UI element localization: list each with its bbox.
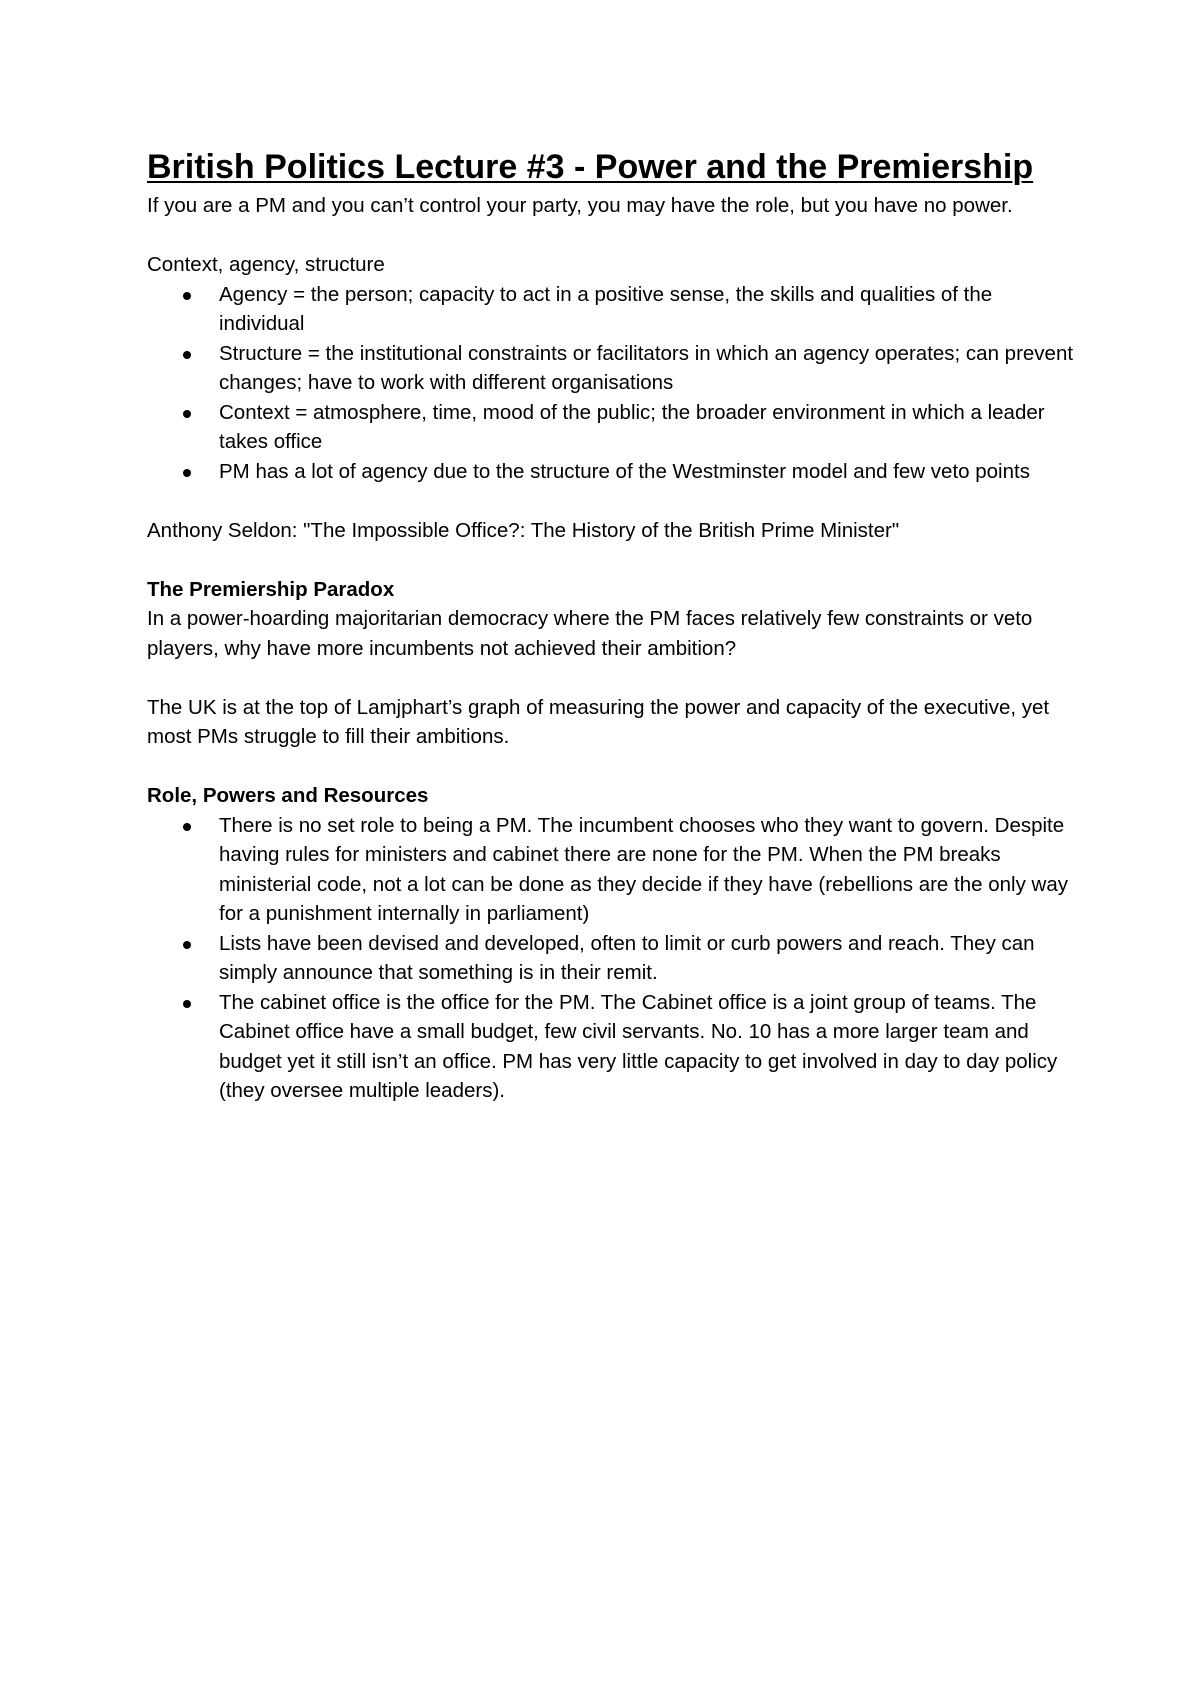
document-page [147,143,1077,1106]
spacer [147,663,1077,693]
list-item [219,988,1077,1106]
list-item-text: Agency = the person; capacity to act in a positive sense, the skills and qualities of the individual [219,282,993,335]
paradox-paragraph: In a power-hoarding majoritarian democracy where the PM faces relatively few constraints or veto players, why have more incumbents not achieved their ambition? [147,607,1033,660]
roles-bullet-list [147,811,1077,1106]
bullet-icon [183,941,191,949]
list-item-text: The cabinet office is the office for the PM. The Cabinet office is a joint group of teams. The Cabinet office have a small budget, few civil servants. No. 10 has a more larger team and budget yet it still isn’t an office. PM has very little capacity to get involved in day to day policy (they oversee multiple leaders). [219,990,1058,1102]
spacer [147,486,1077,516]
lijphart-paragraph: The UK is at the top of Lamjphart’s graph of measuring the power and capacity of the executive, yet most PMs struggle to fill their ambitions. [147,695,1050,748]
spacer [147,752,1077,782]
bullet-icon [183,410,191,418]
intro-paragraph: If you are a PM and you can’t control your party, you may have the role, but you have no power. [147,194,1013,217]
document-title: British Politics Lecture #3 - Power and the Premiership [147,148,1034,186]
list-item-text: Structure = the institutional constraints or facilitators in which an agency operates; can prevent changes; have to work with different organisations [219,341,1074,394]
bullet-icon [183,469,191,477]
list-item-text: Context = atmosphere, time, mood of the public; the broader environment in which a leader takes office [219,400,1045,453]
spacer [147,221,1077,251]
list-item [219,339,1077,398]
list-item [219,280,1077,339]
list-item [219,457,1077,487]
list-item [219,398,1077,457]
list-item [219,929,1077,988]
list-item-text: PM has a lot of agency due to the structure of the Westminster model and few veto points [219,459,1030,483]
bullet-icon [183,1000,191,1008]
reference-paragraph: Anthony Seldon: "The Impossible Office?: The History of the British Prime Minister" [147,518,900,542]
bullet-icon [183,292,191,300]
roles-heading: Role, Powers and Resources [147,784,429,807]
list-item-text: Lists have been devised and developed, often to limit or curb powers and reach. They can simply announce that something is in their remit. [219,931,1035,984]
paradox-heading: The Premiership Paradox [147,577,395,601]
context-bullet-list [147,280,1077,487]
bullet-icon [183,823,191,831]
bullet-icon [183,351,191,359]
list-item [219,811,1077,929]
context-heading: Context, agency, structure [147,253,385,276]
spacer [147,545,1077,575]
list-item-text: There is no set role to being a PM. The incumbent chooses who they want to govern. Despite having rules for ministers and cabinet there are none for the PM. When the PM breaks ministerial code, not a lot can be done as they decide if they have (rebellions are the only way for a punishment internally in parliament) [219,813,1068,925]
